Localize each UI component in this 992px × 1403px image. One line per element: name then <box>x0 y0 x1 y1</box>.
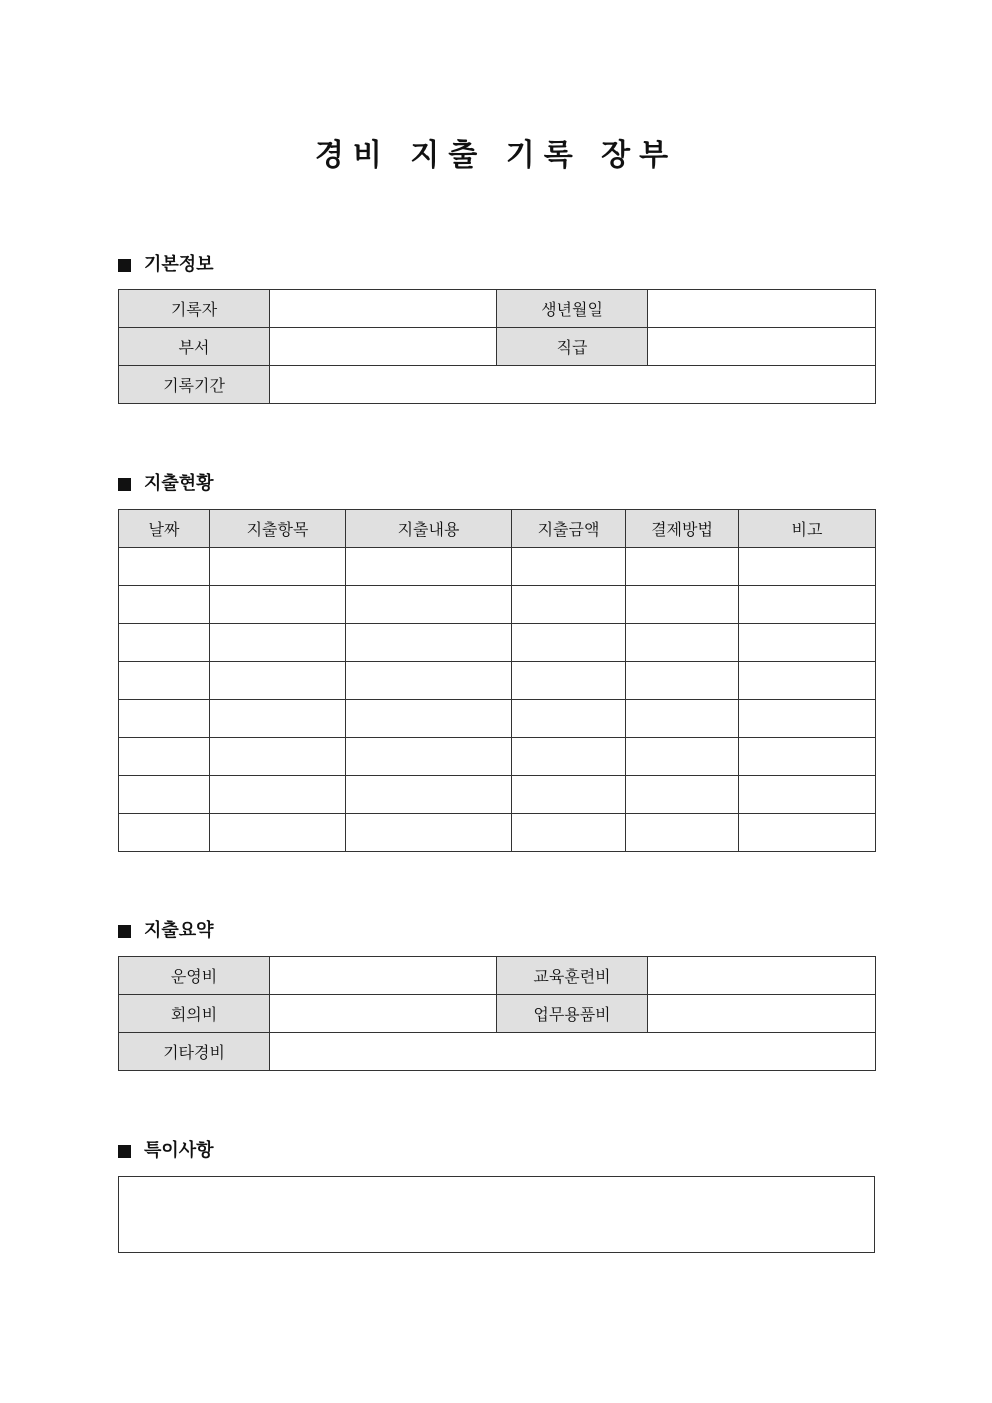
table-row <box>119 738 876 776</box>
date-cell[interactable] <box>119 662 210 700</box>
amount-cell[interactable] <box>512 776 626 814</box>
item-cell[interactable] <box>210 776 346 814</box>
other-cost-field[interactable] <box>270 1033 876 1071</box>
department-field[interactable] <box>270 328 497 366</box>
item-cell[interactable] <box>210 814 346 852</box>
operating-cost-field[interactable] <box>270 957 497 995</box>
date-cell[interactable] <box>119 586 210 624</box>
summary-table <box>118 956 876 1071</box>
supplies-cost-label: 업무용품비 <box>497 995 648 1033</box>
period-label: 기록기간 <box>119 366 270 404</box>
notes-heading-text: 특이사항 <box>144 1140 214 1161</box>
amount-cell[interactable] <box>512 738 626 776</box>
training-cost-label: 교육훈련비 <box>497 957 648 995</box>
basic-info-heading <box>118 253 214 277</box>
expenses-table <box>118 509 876 852</box>
period-field[interactable] <box>270 366 876 404</box>
square-bullet-icon <box>118 259 131 272</box>
expenses-heading-text: 지출현황 <box>144 473 214 494</box>
date-cell[interactable] <box>119 738 210 776</box>
expenses-body <box>119 548 876 852</box>
notes-field[interactable] <box>119 1177 875 1253</box>
expenses-heading <box>118 472 214 496</box>
item-cell[interactable] <box>210 738 346 776</box>
notes-table <box>118 1176 875 1253</box>
position-field[interactable] <box>648 328 876 366</box>
summary-heading <box>118 919 214 943</box>
birthdate-field[interactable] <box>648 290 876 328</box>
expenses-header-row <box>119 510 876 548</box>
amount-cell[interactable] <box>512 814 626 852</box>
remarks-cell[interactable] <box>739 548 876 586</box>
description-cell[interactable] <box>346 738 512 776</box>
item-cell[interactable] <box>210 624 346 662</box>
table-row <box>119 624 876 662</box>
table-row <box>119 548 876 586</box>
description-cell[interactable] <box>346 624 512 662</box>
meeting-cost-field[interactable] <box>270 995 497 1033</box>
description-cell[interactable] <box>346 586 512 624</box>
column-header-remarks: 비고 <box>739 510 876 548</box>
description-cell[interactable] <box>346 548 512 586</box>
birthdate-label: 생년월일 <box>497 290 648 328</box>
supplies-cost-field[interactable] <box>648 995 876 1033</box>
date-cell[interactable] <box>119 548 210 586</box>
item-cell[interactable] <box>210 548 346 586</box>
notes-heading <box>118 1139 214 1163</box>
table-row <box>119 662 876 700</box>
amount-cell[interactable] <box>512 624 626 662</box>
description-cell[interactable] <box>346 776 512 814</box>
date-cell[interactable] <box>119 776 210 814</box>
position-label: 직급 <box>497 328 648 366</box>
payment-method-cell[interactable] <box>626 548 739 586</box>
payment-method-cell[interactable] <box>626 738 739 776</box>
recorder-label: 기록자 <box>119 290 270 328</box>
remarks-cell[interactable] <box>739 738 876 776</box>
remarks-cell[interactable] <box>739 700 876 738</box>
description-cell[interactable] <box>346 814 512 852</box>
table-row <box>119 814 876 852</box>
document-title: 경비 지출 기록 장부 <box>314 138 678 173</box>
item-cell[interactable] <box>210 700 346 738</box>
table-row <box>119 586 876 624</box>
payment-method-cell[interactable] <box>626 624 739 662</box>
column-header-date: 날짜 <box>119 510 210 548</box>
amount-cell[interactable] <box>512 548 626 586</box>
payment-method-cell[interactable] <box>626 814 739 852</box>
basic-info-heading-text: 기본정보 <box>144 254 214 275</box>
remarks-cell[interactable] <box>739 662 876 700</box>
description-cell[interactable] <box>346 662 512 700</box>
amount-cell[interactable] <box>512 586 626 624</box>
column-header-item: 지출항목 <box>210 510 346 548</box>
remarks-cell[interactable] <box>739 776 876 814</box>
remarks-cell[interactable] <box>739 814 876 852</box>
remarks-cell[interactable] <box>739 624 876 662</box>
column-header-description: 지출내용 <box>346 510 512 548</box>
meeting-cost-label: 회의비 <box>119 995 270 1033</box>
column-header-payment-method: 결제방법 <box>626 510 739 548</box>
amount-cell[interactable] <box>512 662 626 700</box>
column-header-amount: 지출금액 <box>512 510 626 548</box>
date-cell[interactable] <box>119 814 210 852</box>
other-cost-label: 기타경비 <box>119 1033 270 1071</box>
payment-method-cell[interactable] <box>626 662 739 700</box>
basic-info-table <box>118 289 876 404</box>
square-bullet-icon <box>118 478 131 491</box>
table-row <box>119 700 876 738</box>
table-row <box>119 776 876 814</box>
operating-cost-label: 운영비 <box>119 957 270 995</box>
payment-method-cell[interactable] <box>626 586 739 624</box>
remarks-cell[interactable] <box>739 586 876 624</box>
date-cell[interactable] <box>119 624 210 662</box>
item-cell[interactable] <box>210 586 346 624</box>
amount-cell[interactable] <box>512 700 626 738</box>
summary-heading-text: 지출요약 <box>144 920 214 941</box>
item-cell[interactable] <box>210 662 346 700</box>
description-cell[interactable] <box>346 700 512 738</box>
date-cell[interactable] <box>119 700 210 738</box>
recorder-field[interactable] <box>270 290 497 328</box>
square-bullet-icon <box>118 1145 131 1158</box>
department-label: 부서 <box>119 328 270 366</box>
payment-method-cell[interactable] <box>626 776 739 814</box>
payment-method-cell[interactable] <box>626 700 739 738</box>
training-cost-field[interactable] <box>648 957 876 995</box>
square-bullet-icon <box>118 925 131 938</box>
